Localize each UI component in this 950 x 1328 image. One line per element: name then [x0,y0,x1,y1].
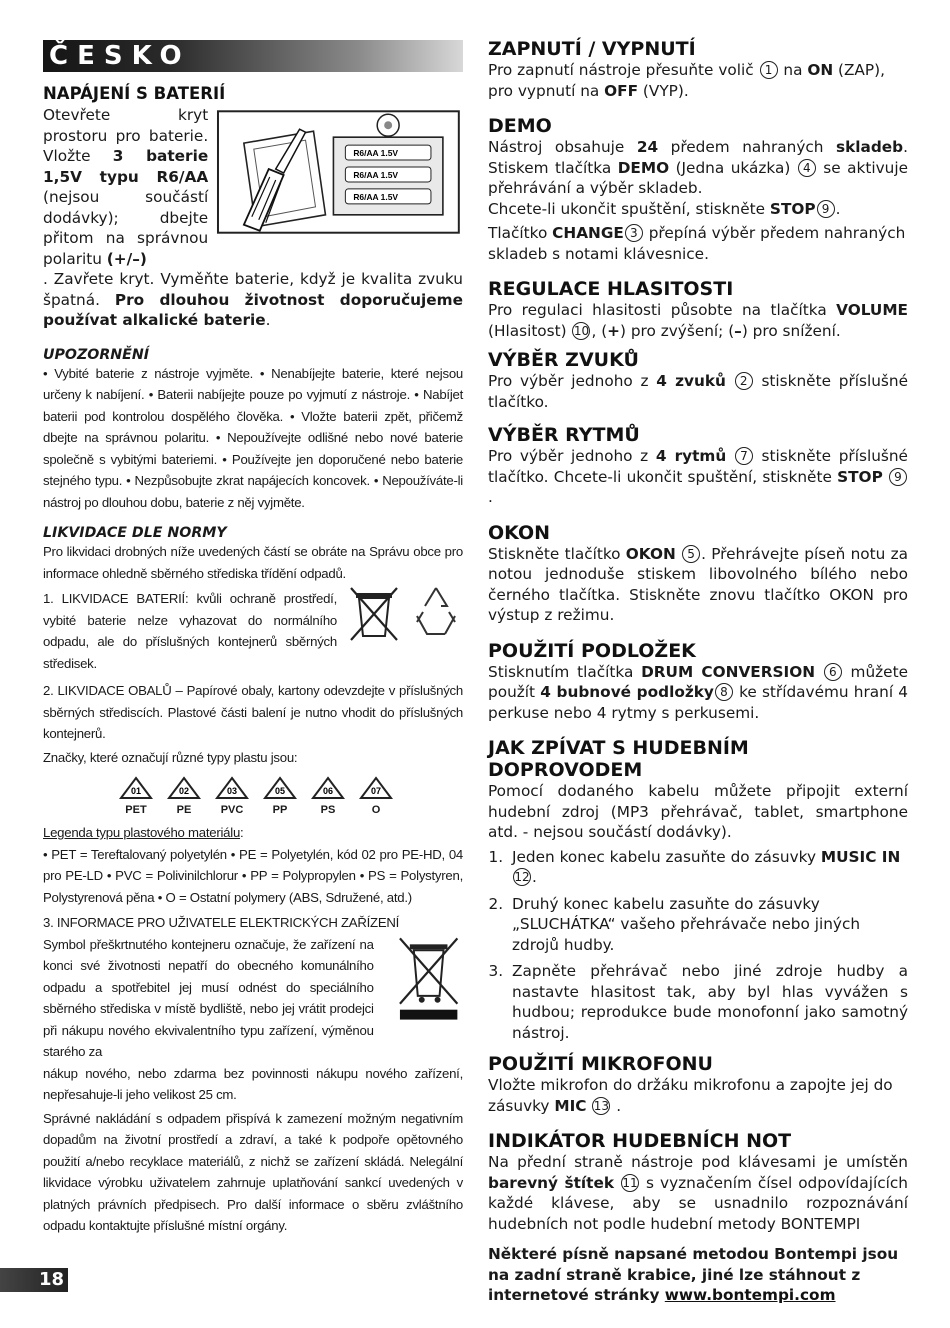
recycle-triangle-icon [311,776,345,800]
number-badge: 12 [514,870,530,884]
number-badge: 13 [593,1098,610,1113]
pads-text: Stisknutím tlačítka DRUM CONVERSION 6 můžete použít 4 bubnové podložky 8 ke střídavému hraní 4 perkuse nebo 4 rytmy s perkusemi. [488,662,908,722]
plastic-code [119,776,153,816]
battery-compartment-illustration [214,107,463,237]
plastic-abbr: PVC [220,804,244,816]
plastic-abbr: PP [272,804,288,816]
number-badge: 11 [622,1175,638,1190]
left-column [43,40,463,1237]
volume-text: Pro regulaci hlasitosti působte na tlačítka VOLUME (Hlasitost) 10 , (+) pro zvýšení; (–) pro snížení. [488,301,908,340]
battery-disposal-block [43,588,463,674]
warning-text: • Vybité baterie z nástroje vyjměte. • Nenabíjejte baterie, které nejsou určeny k nabíjení. • Baterii nabíjejte pouze po vyjmutí z nástroje. • Nabíjet baterii pod kontrolou dospělého člověka. • Vložte baterii zpět, přičemž dbejte na správnou polaritu. • Nepoužívejte odlišné nebo nové baterie společně s vybitými bateriemi. • Používejte jen doporučené nebo baterie stejného typu. • Nezpůsobujte zkrat napájecích koncovek. • Nepoužíváte-li nástroj po dlouhou dobu, baterie z něj vyjměte. [43,365,463,510]
disposal-packaging: 2. LIKVIDACE OBALŮ – Papírové obaly, kartony odevzdejte v příslušných sběrných střediscích. Plastové části balení je nutno vhodit do příslušných kontejnerů. [43,683,463,741]
list-item: 3. Zapněte přehrávač nebo jiné zdroje hudby a nastavte hlasitost tak, aby byl hlas vyvážen s hudbou; reprodukce bude monofonní jako samotný nástroj. [508,961,908,1043]
recycle-icon [409,584,463,640]
plastic-number: 03 [226,786,238,796]
plastic-signs-intro: Značky, které označují různé typy plastu jsou: [43,749,298,765]
weee-text-3: Správné nakládání s odpadem přispívá k zamezení možným negativním dopadům na životní prostředí a zdraví, a také k podpoře opětovného použití a/nebo recyklace materiálů, z nichž se zařízení skládá. Nelegální likvidace výrobku uživatelem zahrnuje uplatňování sankcí uvedených v platných právních předpisech. Pro další informace o sběru zvláštního odpadu kontaktujte příslušné místní orgány. [43,1110,463,1233]
plastic-number: 07 [370,786,382,796]
battery-text-1: Otevřete kryt prostoru pro baterie. Vložte 3 baterie 1,5V typu R6/AA (nejsou součástí dodávky); dbejte přitom na správnou polaritu (+/–) [43,106,209,268]
plastic-code [215,776,249,816]
disposal-intro: Pro likvidaci drobných níže uvedených částí se obráte na Správu obce pro informace ohledně sběrného střediska třídění odpadů. [43,544,463,581]
bontempi-link[interactable]: www.bontempi.com [664,1286,836,1304]
number-badge: 3 [625,224,643,242]
mic-text: Vložte mikrofon do držáku mikrofonu a zapojte jej do zásuvky MIC 13 . [488,1076,893,1115]
number-badge: 9 [889,468,907,486]
disposal-title: LIKVIDACE DLE NORMY [43,525,227,541]
plastic-code [311,776,345,816]
plastic-abbr: O [371,804,381,816]
sing-steps [488,847,908,1044]
okon-text: Stiskněte tlačítko OKON 5 . Přehrávejte píseň notu za notou jednoduše stiskem libovolného bílého nebo černého tlačítka. Stiskněte znovu tlačítko OKON pro výstup z režimu. [488,544,908,624]
plastic-number: 01 [130,786,142,796]
recycle-triangle-icon [215,776,249,800]
demo-title: DEMO [488,115,552,137]
plastic-legend: • PET = Tereftalovaný polyetylén • PE = Polyetylén, kód 02 pro PE-HD, 04 pro PE-LD • PVC = Polivinilchlorur • PP = Polypropylen • PS = Polystyren, Polystyrenová pěna • O = Ostatní polymery (ABS, Sdružené, atd.) [43,846,463,905]
weee-text-2: nákup nového, nebo zdarma bez povinnosti nákupu nového zařízení, nepřesahuje-li jeho velikost 25 cm. [43,1065,463,1102]
okon-title: OKON [488,521,551,544]
rhythms-text: Pro výběr jednoho z 4 rytmů 7 stiskněte příslušné tlačítko. Chcete-li ukončit spuštění, stiskněte STOP 9. [488,447,908,506]
plastic-codes [119,776,463,816]
notes-text: Na přední straně nástroje pod klávesami je umístěn barevný štítek 11 s vyznačením čísel odpovídajících každé klávese, aby se usnadnilo rozpoznávání hudebních not podle hudební metody BONTEMPI [488,1153,908,1233]
plastic-abbr: PE [176,804,192,816]
weee-block [43,934,463,1063]
number-badge: 10 [573,323,590,338]
battery-cell [346,145,432,160]
rhythms-title: VÝBĚR RYTMŮ [488,424,640,446]
recycle-triangle-icon [167,776,201,800]
warning-title: UPOZORNĚNÍ [43,346,149,363]
recycle-triangle-icon [263,776,297,800]
plastic-abbr: PS [320,804,336,816]
plastic-number: 06 [322,786,334,796]
notes-title: INDIKÁTOR HUDEBNÍCH NOT [488,1130,792,1152]
plastic-code [359,776,393,816]
weee-text-1: Symbol přeškrtnutého kontejneru označuje, že zařízení na konci své životnosti nepatří do obecného komunálního odpadu a spotřebitel jej musí odnést do speciálního sběrného střediska v místě bydliště, nebo jej vrátit prodejci při nákupu nového ekvivalentního typu zařízení, výměnou starého za [43,936,374,1059]
pads-title: POUŽITÍ PODLOŽEK [488,639,696,662]
weee-title: 3. INFORMACE PRO UŽIVATELE ELEKTRICKÝCH ZAŘÍZENÍ [43,915,400,930]
list-item: 2. Druhý konec kabelu zasuňte do zásuvky „SLUCHÁTKA“ vašeho přehrávače nebo jiných zdrojů hudby. [508,894,908,956]
svg-text:R6/AA 1.5V: R6/AA 1.5V [353,148,399,159]
onoff-title: ZAPNUTÍ / VYPNUTÍ [488,38,696,60]
number-badge: 6 [824,663,842,681]
battery-text-2: . Zavřete kryt. Vyměňte baterie, když je kvalita zvuku špatná. Pro dlouhou životnost doporučujeme používat alkalické baterie. [43,270,463,329]
volume-title: REGULACE HLASITOSTI [488,278,734,300]
battery-title: NAPÁJENÍ S BATERIÍ [43,84,226,103]
number-badge: 8 [715,683,733,701]
number-badge: 9 [817,200,835,218]
number-badge: 7 [735,447,753,465]
demo-text-3: Tlačítko CHANGE 3 přepíná výběr předem nahraných skladeb s notami klávesnice. [488,224,906,263]
crossed-bin-icon [345,584,403,644]
recycle-triangle-icon [119,776,153,800]
list-item: 1. Jeden konec kabelu zasuňte do zásuvky MUSIC IN 12 . [508,847,908,888]
number-badge: 2 [735,372,753,390]
sing-title: JAK ZPÍVAT S HUDEBNÍM DOPROVODEM [488,737,749,781]
svg-text:R6/AA 1.5V: R6/AA 1.5V [353,169,399,180]
plastic-code [263,776,297,816]
right-column [488,38,908,1306]
demo-text-1: Nástroj obsahuje 24 předem nahraných skladeb. Stiskem tlačítka DEMO (Jedna ukázka) 4 se aktivuje přehrávání a výběr skladeb. [488,138,908,197]
disposal-batteries: 1. LIKVIDACE BATERIÍ: kvůli ochraně prostředí, vybité baterie nelze vyhazovat do normálního odpadu, ale do příslušných kontejnerů sběrných středisek. [43,591,337,671]
demo-text-2: Chcete-li ukončit spuštění, stiskněte STOP 9 . [488,199,841,218]
sounds-title: VÝBĚR ZVUKŮ [488,349,639,371]
recycle-triangle-icon [359,776,393,800]
number-badge: 4 [798,159,816,177]
plastic-code [167,776,201,816]
number-badge: 5 [682,545,700,563]
weee-bin-icon [394,934,463,1022]
battery-section [43,105,463,269]
language-banner: ČESKO [43,40,463,72]
sing-intro: Pomocí dodaného kabelu můžete připojit externí hudební zdroj (MP3 přehrávač, tablet, smartphone atd. - nejsou součástí dodávky). [488,782,908,841]
plastic-abbr: PET [125,804,147,816]
plastic-number: 02 [178,786,190,796]
page-number: 18 [0,1268,68,1292]
battery-cell [346,189,432,204]
mic-title: POUŽITÍ MIKROFONU [488,1053,713,1075]
sounds-text: Pro výběr jednoho z 4 zvuků 2 stiskněte příslušné tlačítko. [488,372,908,411]
plastic-number: 05 [274,786,286,796]
plastic-legend-title: Legenda typu plastového materiálu: [43,825,244,840]
notes-final: Některé písně napsané metodou Bontempi jsou na zadní straně krabice, jiné lze stáhnout z internetové stránky www.bontempi.com [488,1245,899,1304]
onoff-text: Pro zapnutí nástroje přesuňte volič 1 na ON (ZAP), pro vypnutí na OFF (VYP). [488,61,885,100]
svg-text:R6/AA 1.5V: R6/AA 1.5V [353,191,399,202]
number-badge: 1 [760,61,778,79]
battery-cell [346,167,432,182]
